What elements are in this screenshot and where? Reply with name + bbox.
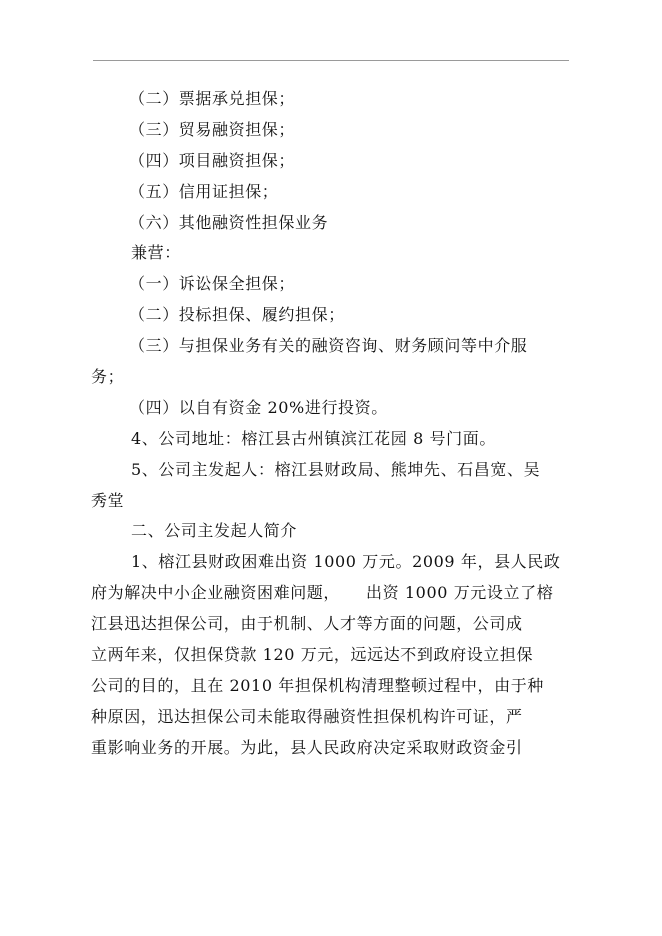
list-item-bid-guarantee: （二）投标担保、履约担保； (129, 305, 345, 325)
section-label-side-business: 兼营： (131, 243, 181, 263)
company-founders-continued: 秀堂 (91, 490, 125, 510)
paragraph-segment: 府为解决中小企业融资困难问题， (91, 583, 341, 603)
list-item-litigation-guarantee: （一）诉讼保全担保； (129, 274, 296, 294)
paragraph-line: 公司的目的，且在 2010 年担保机构清理整顿过程中，由于种 (91, 675, 544, 695)
paragraph-line: 立两年来，仅担保贷款 120 万元，远远达不到政府设立担保 (91, 645, 534, 665)
list-item-letter-of-credit: （五）信用证担保； (129, 181, 279, 201)
header-rule (93, 60, 569, 61)
paragraph-segment: 出资 1000 万元设立了榕 (366, 583, 554, 603)
paragraph-line (91, 578, 571, 609)
list-item-project-finance: （四）项目融资担保； (129, 150, 296, 170)
list-item-investment: （四）以自有资金 20%进行投资。 (129, 397, 388, 417)
list-item-consulting: （三）与担保业务有关的融资咨询、财务顾问等中介服 (129, 336, 528, 356)
paragraph-line: 江县迅达担保公司，由于机制、人才等方面的问题，公司成 (91, 614, 523, 634)
list-item-trade-finance: （三）贸易融资担保； (129, 119, 296, 139)
section-heading-founders-intro: 二、公司主发起人简介 (131, 521, 298, 541)
list-item-consulting-continued: 务； (91, 367, 125, 387)
document-body (91, 84, 571, 764)
paragraph-line: 种原因，迅达担保公司未能取得融资性担保机构许可证，严 (91, 706, 523, 726)
company-founders: 5、公司主发起人：榕江县财政局、熊坤先、石昌宽、吴 (131, 459, 541, 479)
paragraph-line: 1、榕江县财政困难出资 1000 万元。2009 年，县人民政 (131, 552, 561, 572)
list-item-other-guarantee: （六）其他融资性担保业务 (129, 212, 329, 232)
company-address: 4、公司地址：榕江县古州镇滨江花园 8 号门面。 (131, 428, 496, 448)
paragraph-line: 重影响业务的开展。为此，县人民政府决定采取财政资金引 (91, 737, 523, 757)
list-item-bill-acceptance: （二）票据承兑担保； (129, 89, 296, 108)
